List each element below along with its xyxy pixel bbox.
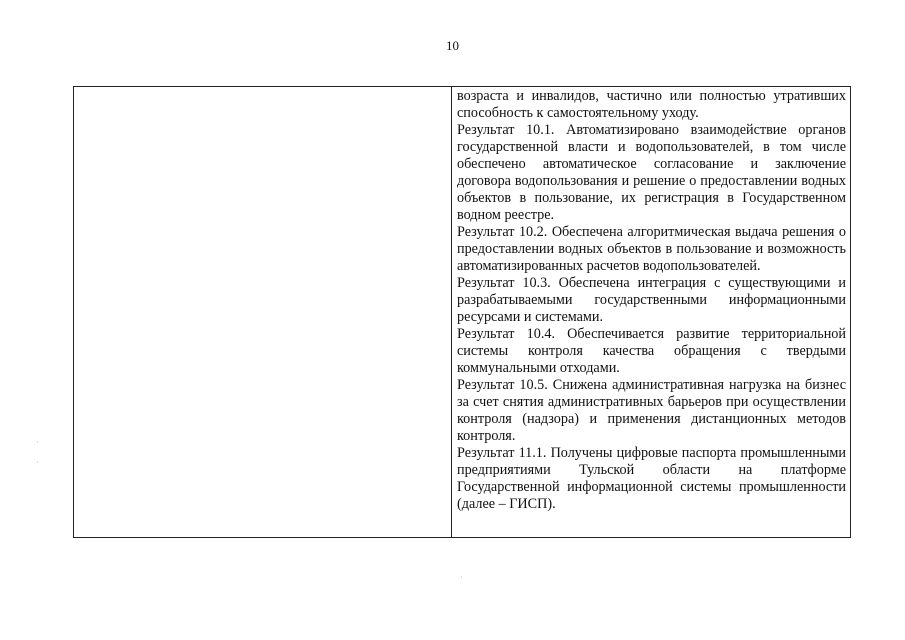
paragraph-result-10-2: Результат 10.2. Обеспечена алгоритмическая выдача решения о предоставлении водных объектов в пользование и возможность автоматизированных расчетов водопользователей.	[457, 224, 846, 274]
table-left-cell	[74, 87, 452, 537]
scan-speck-mark: ·	[36, 438, 39, 447]
scan-speck-mark: ·	[460, 573, 463, 582]
document-table	[73, 86, 851, 538]
paragraph-result-10-1: Результат 10.1. Автоматизировано взаимодействие органов государственной власти и водопользователей, в том числе обеспечено автоматическое согласование и заключение договора водопользования и решение о предоставлении водных объектов в пользование, их регистрация в Государственном водном реестре.	[457, 122, 846, 223]
paragraph-result-11-1: Результат 11.1. Получены цифровые паспорта промышленными предприятиями Тульской области на платформе Государственной информационной системы промышленности (далее – ГИСП).	[457, 445, 846, 512]
paragraph-result-10-4: Результат 10.4. Обеспечивается развитие территориальной системы контроля качества обращения с твердыми коммунальными отходами.	[457, 326, 846, 376]
scan-speck-mark: ·	[36, 458, 39, 467]
paragraph-result-10-5: Результат 10.5. Снижена административная нагрузка на бизнес за счет снятия административных барьеров при осуществлении контроля (надзора) и применения дистанционных методов контроля.	[457, 377, 846, 444]
paragraph-result-10-3: Результат 10.3. Обеспечена интеграция с существующими и разрабатываемыми государственными информационными ресурсами и системами.	[457, 275, 846, 325]
page-number: 10	[446, 38, 459, 53]
paragraph-continuation: возраста и инвалидов, частично или полностью утративших способность к самостоятельному уходу.	[457, 88, 846, 121]
table-right-cell	[452, 87, 850, 537]
